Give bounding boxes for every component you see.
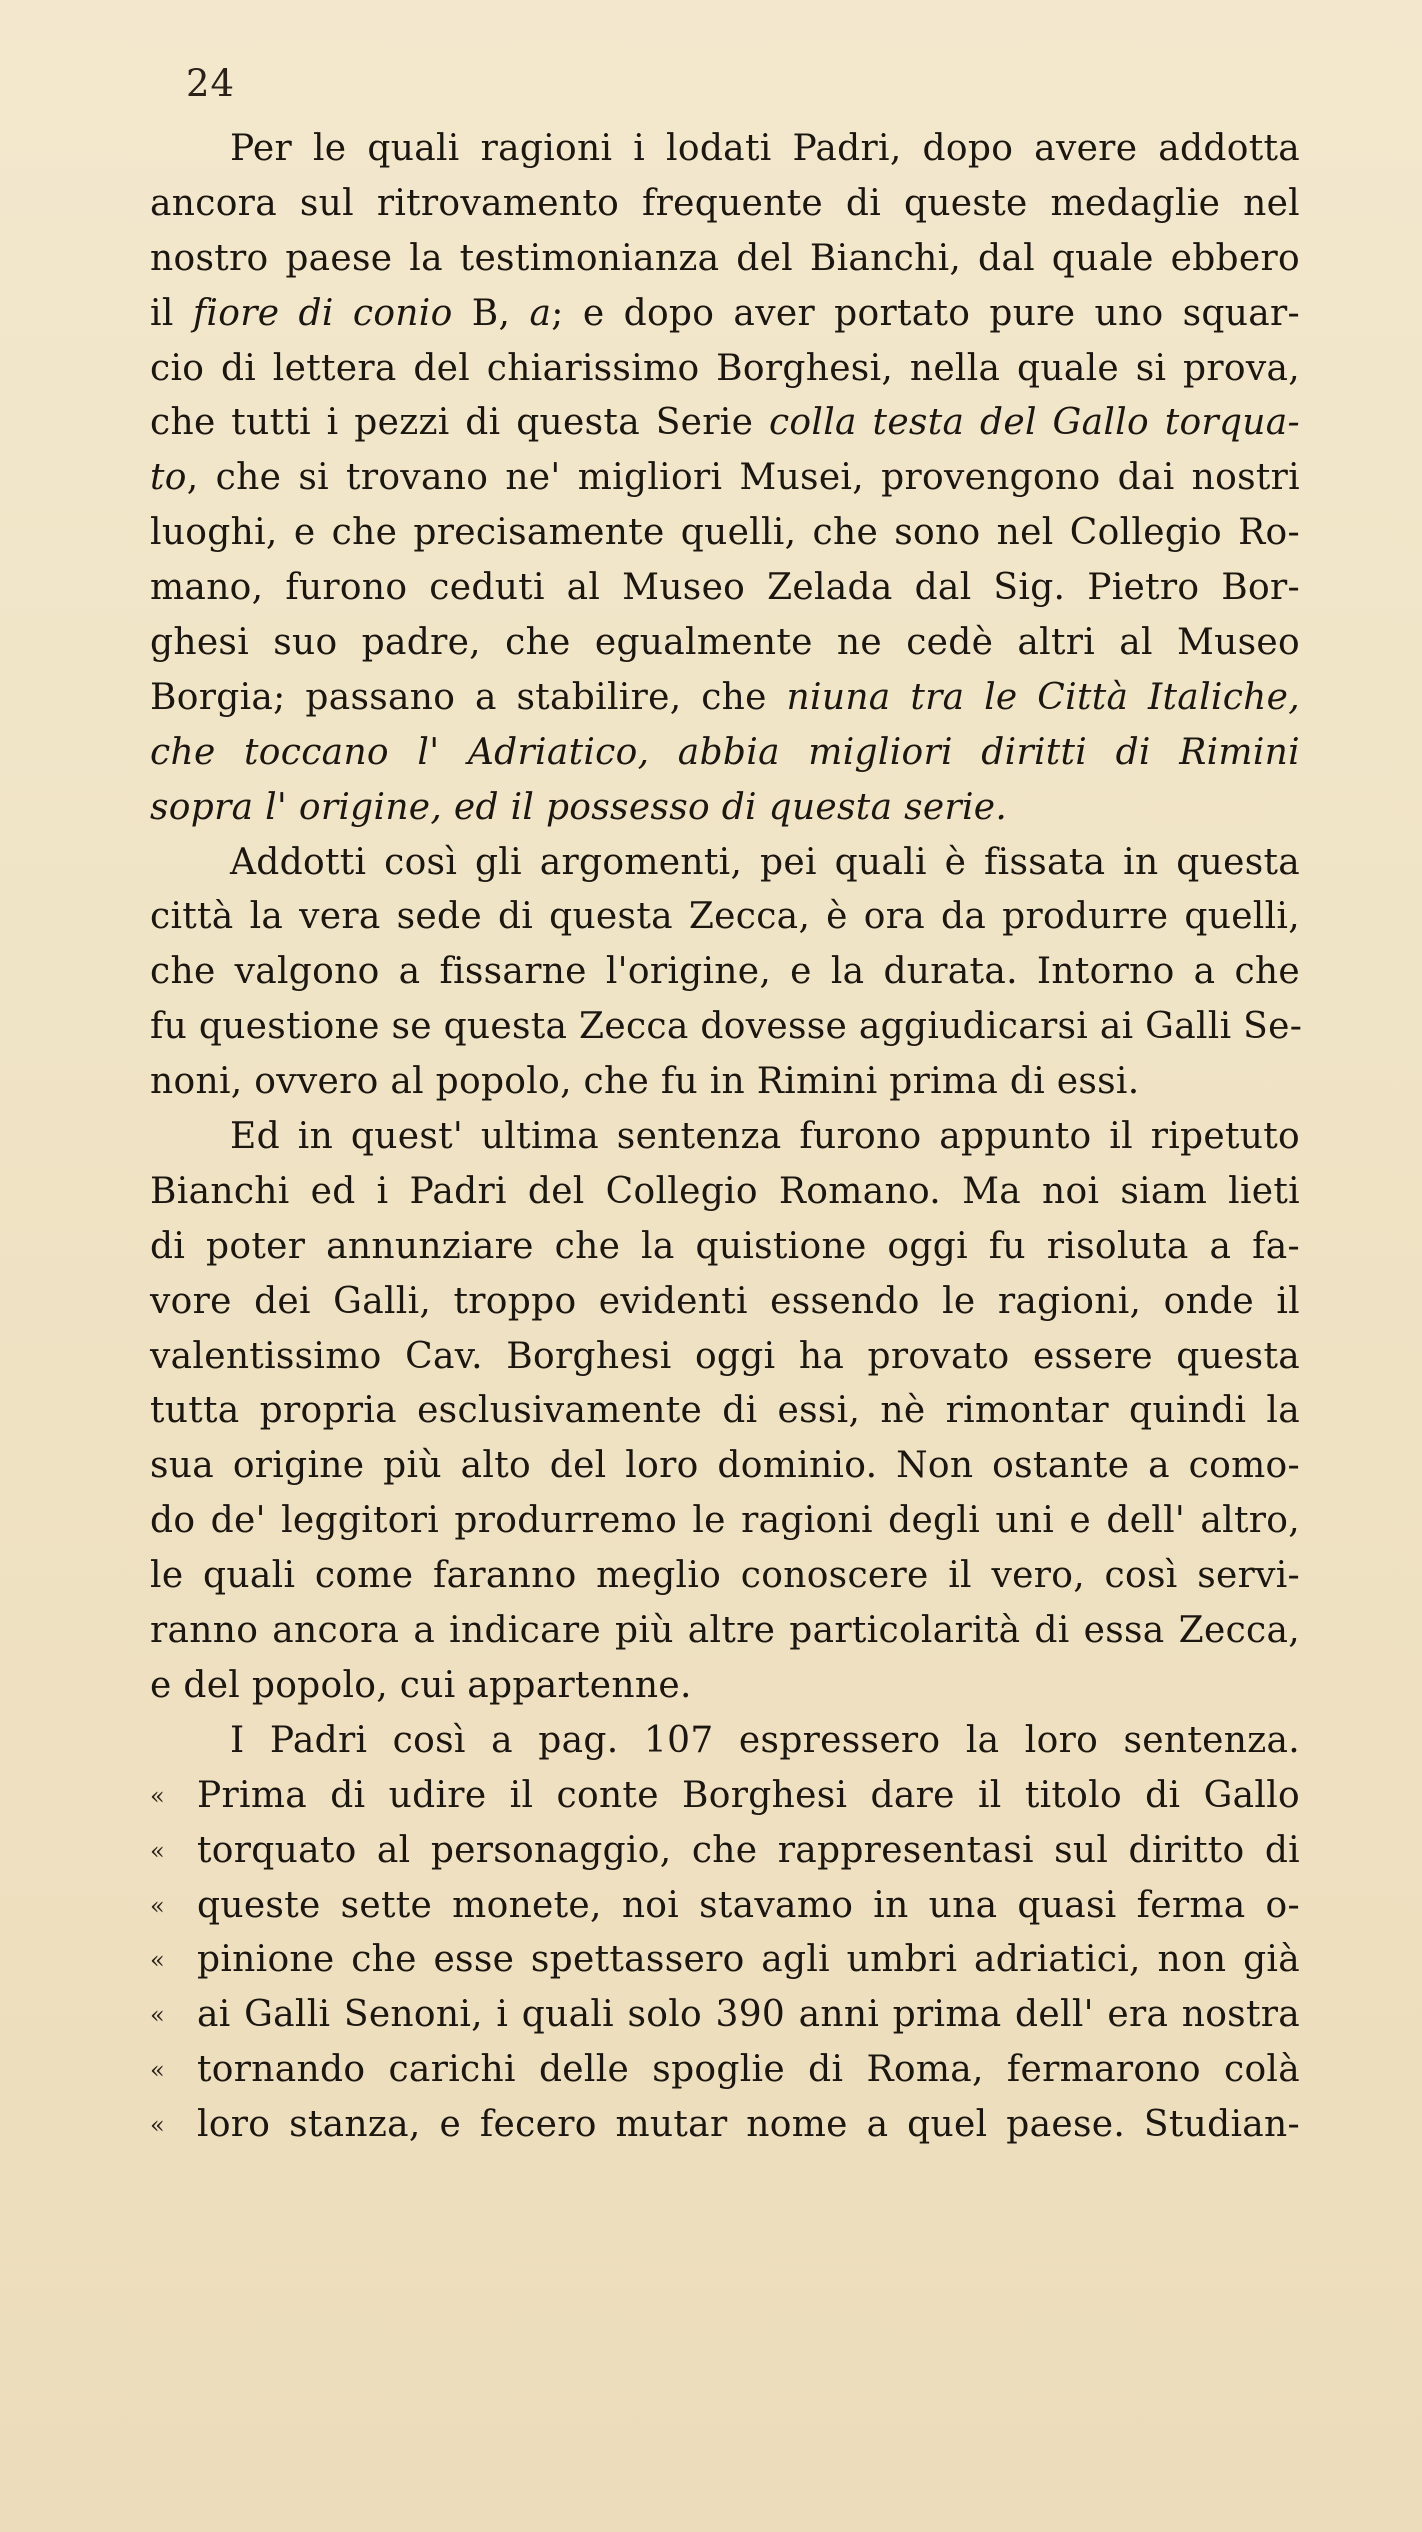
quote-line: « ai Galli Senoni, i quali solo 390 anni prima dell' era nostra — [150, 1988, 1300, 2043]
quote-line: « queste sette monete, noi stavamo in una quasi ferma o- — [150, 1879, 1300, 1934]
text-line: ancora sul ritrovamento frequente di queste medaglie nel — [150, 182, 1300, 224]
text-line: valentissimo Cav. Borghesi oggi ha provato essere questa — [150, 1335, 1300, 1377]
quote-line: « loro stanza, e fecero mutar nome a quel paese. Studian- — [150, 2098, 1300, 2153]
text-line: cio di lettera del chiarissimo Borghesi, nella quale si prova, — [150, 347, 1300, 389]
quote-line: « tornando carichi delle spoglie di Roma, fermarono colà — [150, 2043, 1300, 2098]
text-line: ghesi suo padre, che egualmente ne cedè altri al Museo — [150, 622, 1300, 664]
text-line: e del popolo, cui appartenne. — [150, 1664, 692, 1706]
guillemet-mark: « — [150, 2056, 165, 2085]
quote-line: « pinione che esse spettassero agli umbri adriatici, non già — [150, 1933, 1300, 1988]
text-line: noni, ovvero al popolo, che fu in Rimini prima di essi. — [150, 1061, 1140, 1103]
quote-line: « torquato al personaggio, che rappresentasi sul diritto di — [150, 1824, 1300, 1879]
guillemet-mark: « — [150, 1891, 165, 1920]
text-line: sua origine più alto del loro dominio. Non ostante a como- — [150, 1445, 1300, 1487]
text-line: I Padri così a pag. 107 espressero la loro sentenza. — [230, 1719, 1300, 1761]
text-line: Addotti così gli argomenti, pei quali è fissata in questa — [230, 841, 1300, 883]
text-line: do de' leggitori produrremo le ragioni degli uni e dell' altro, — [150, 1500, 1300, 1542]
text-line: che tutti i pezzi di questa Serie colla testa del Gallo torqua- — [150, 402, 1300, 444]
text-line: mano, furono ceduti al Museo Zelada dal Sig. Pietro Bor- — [150, 567, 1300, 609]
quote-line: « Prima di udire il conte Borghesi dare il titolo di Gallo — [150, 1769, 1300, 1824]
guillemet-mark: « — [150, 1946, 165, 1975]
text-line: nostro paese la testimonianza del Bianchi, dal quale ebbero — [150, 237, 1300, 279]
guillemet-mark: « — [150, 2111, 165, 2140]
text-line: fu questione se questa Zecca dovesse aggiudicarsi ai Galli Se- — [150, 1006, 1303, 1048]
guillemet-mark: « — [150, 1781, 165, 1810]
text-line: di poter annunziare che la quistione oggi fu risoluta a fa- — [150, 1225, 1300, 1267]
text-line: che valgono a fissarne l'origine, e la durata. Intorno a che — [150, 951, 1300, 993]
text-line: Borgia; passano a stabilire, che niuna tra le Città Italiche, — [150, 676, 1300, 718]
page-number: 24 — [186, 62, 236, 105]
text-line: Ed in quest' ultima sentenza furono appunto il ripetuto — [230, 1116, 1300, 1158]
text-line: sopra l' origine, ed il possesso di questa serie. — [150, 786, 1008, 828]
text-line: ranno ancora a indicare più altre particolarità di essa Zecca, — [150, 1610, 1300, 1652]
text-line: le quali come faranno meglio conoscere il vero, così servi- — [150, 1555, 1300, 1597]
text-line: luoghi, e che precisamente quelli, che sono nel Collegio Ro- — [150, 512, 1300, 554]
text-line: il fiore di conio B, a; e dopo aver portato pure uno squar- — [150, 292, 1300, 334]
text-line: Per le quali ragioni i lodati Padri, dopo avere addotta — [230, 128, 1300, 169]
text-line: che toccano l' Adriatico, abbia migliori diritti di Rimini — [150, 731, 1300, 773]
page-text — [150, 122, 1303, 2153]
text-line: tutta propria esclusivamente di essi, nè rimontar quindi la — [150, 1390, 1300, 1432]
text-line: vore dei Galli, troppo evidenti essendo le ragioni, onde il — [150, 1280, 1300, 1322]
text-line: città la vera sede di questa Zecca, è ora da produrre quelli, — [150, 896, 1300, 938]
text-line: to, che si trovano ne' migliori Musei, provengono dai nostri — [150, 457, 1300, 499]
text-line: Bianchi ed i Padri del Collegio Romano. Ma noi siam lieti — [150, 1170, 1300, 1212]
guillemet-mark: « — [150, 1836, 165, 1865]
guillemet-mark: « — [150, 2001, 165, 2030]
